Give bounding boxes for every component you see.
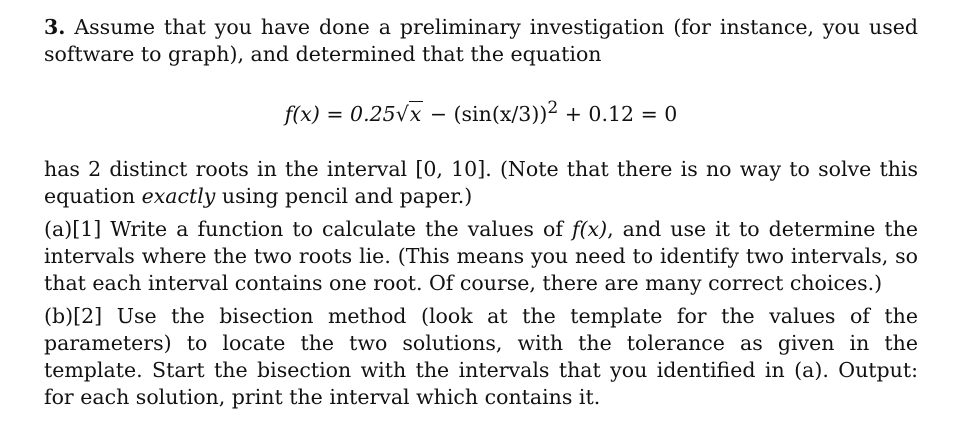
question-intro — [44, 14, 918, 68]
question-note-text: has 2 distinct roots in the interval [0, 10]. (Note that there is no way to solve this equation — [44, 156, 918, 208]
problem-document — [44, 14, 918, 411]
part-b-text: Use the bisection method (look at the template for the values of the parameters) to locate the two solutions, with the tolerance as given in the template. Start the bisection with the intervals that you identified in (a). Output: for each solution, print the interval which contains it. — [44, 303, 918, 409]
part-b — [44, 303, 918, 411]
sqrt-symbol: √x — [395, 101, 422, 126]
part-a — [44, 216, 918, 297]
part-a-fx: f(x) — [571, 216, 608, 241]
equation-tail: + 0.12 = 0 — [558, 101, 678, 126]
equation-rest: − (sin(x/3)) — [423, 101, 548, 126]
part-b-label: (b)[2] — [44, 303, 103, 328]
question-number: 3. — [44, 15, 66, 39]
equation — [44, 94, 918, 128]
equation-lhs: f(x) = 0.25 — [284, 101, 396, 126]
equation-exponent: 2 — [547, 98, 559, 118]
question-intro-text: Assume that you have done a preliminary investigation (for instance, you used software to graph), and determined that the equation — [44, 15, 918, 66]
question-note-emphasis: exactly — [141, 183, 216, 208]
part-a-text-2: , and use it to determine the intervals where the two roots lie. (This means you need to identify two intervals, so that each interval contains one root. Of course, there are many correct choices.) — [44, 216, 919, 295]
sqrt-radicand: x — [409, 101, 422, 126]
part-a-label: (a)[1] — [44, 216, 102, 241]
question-note — [44, 156, 918, 210]
question-note-end: using pencil and paper.) — [215, 183, 473, 208]
part-a-text-1: Write a function to calculate the values of — [101, 216, 572, 241]
